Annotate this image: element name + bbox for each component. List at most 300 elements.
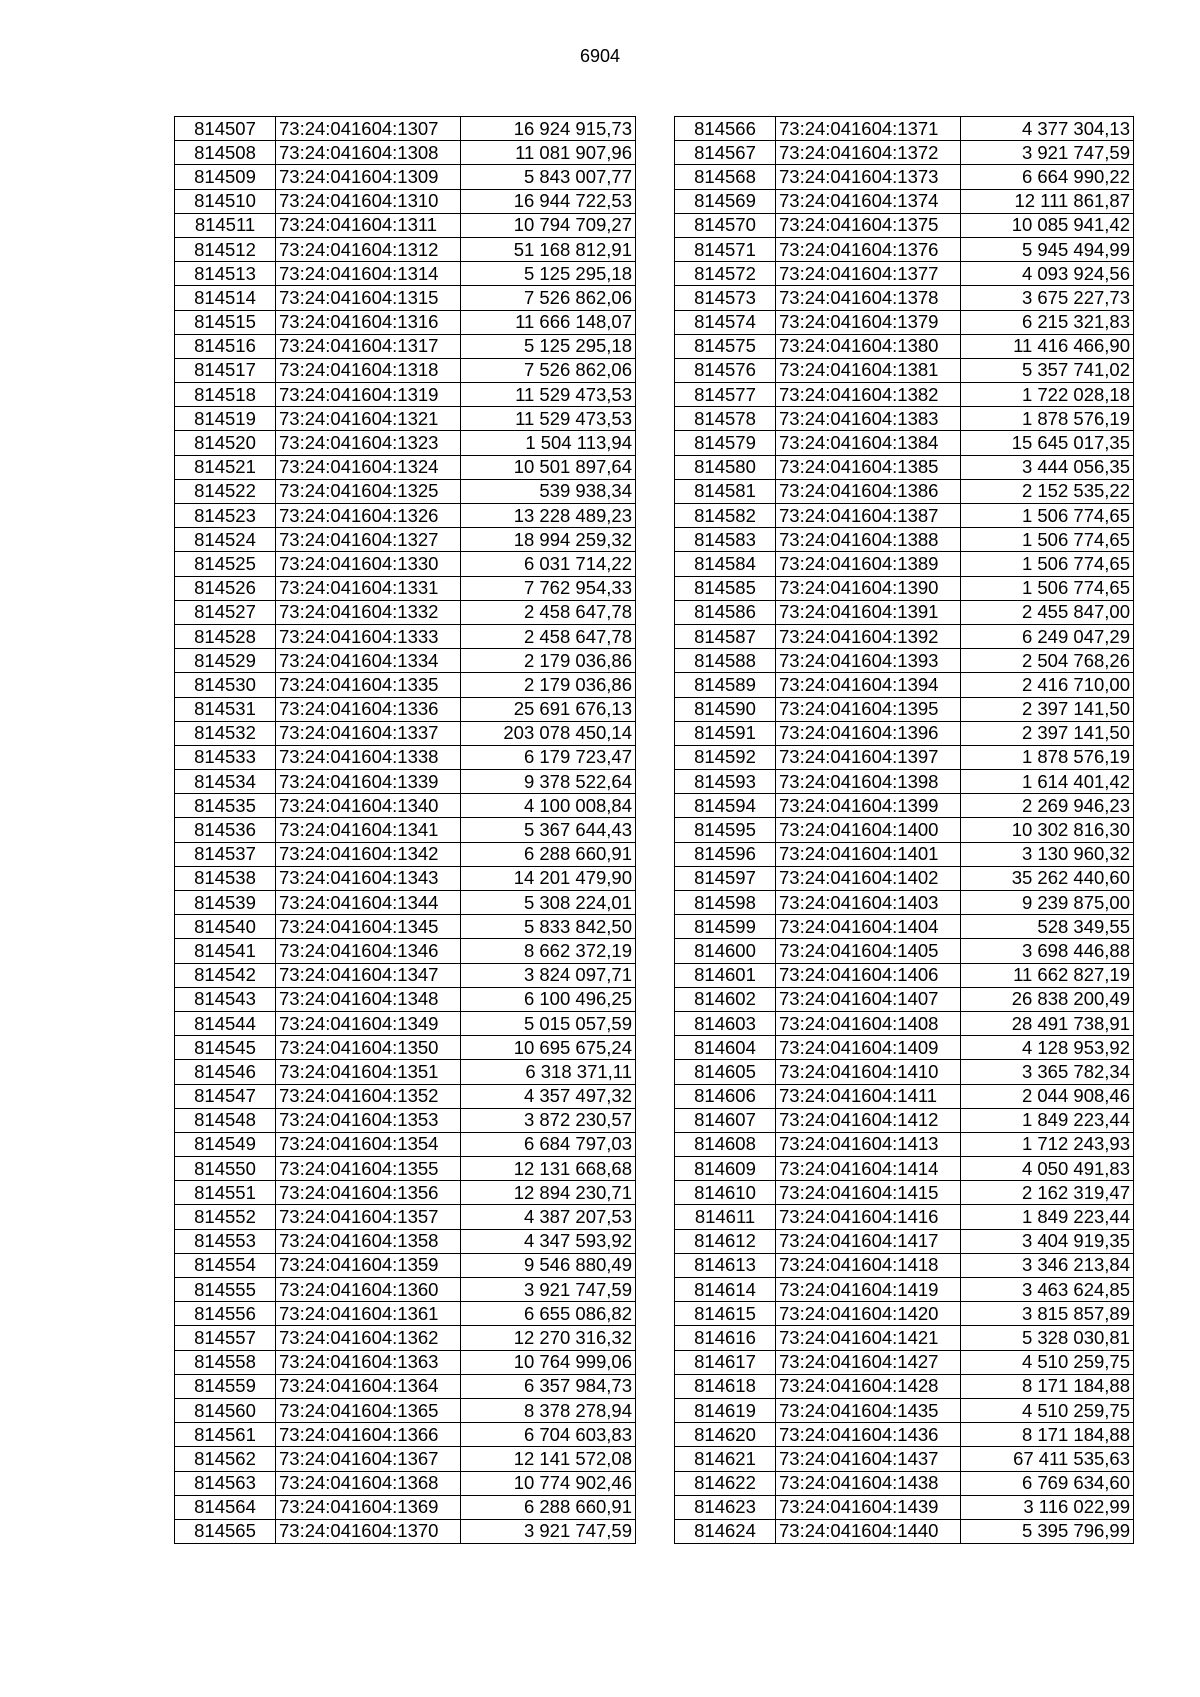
table-row xyxy=(175,552,636,576)
value-cell: 3 698 446,88 xyxy=(961,939,1134,963)
table-row xyxy=(175,1374,636,1398)
cadastral-number-cell: 73:24:041604:1385 xyxy=(776,455,961,479)
value-cell: 4 510 259,75 xyxy=(961,1350,1134,1374)
value-cell: 6 031 714,22 xyxy=(461,552,636,576)
parcel-id-cell: 814558 xyxy=(175,1350,276,1374)
table-row xyxy=(675,1205,1134,1229)
cadastral-number-cell: 73:24:041604:1383 xyxy=(776,407,961,431)
parcel-id-cell: 814532 xyxy=(175,721,276,745)
value-cell: 6 215 321,83 xyxy=(961,310,1134,334)
value-cell: 9 378 522,64 xyxy=(461,770,636,794)
parcel-id-cell: 814584 xyxy=(675,552,776,576)
value-cell: 2 397 141,50 xyxy=(961,697,1134,721)
table-row xyxy=(175,310,636,334)
value-cell: 6 288 660,91 xyxy=(461,1495,636,1519)
parcel-id-cell: 814620 xyxy=(675,1423,776,1447)
table-row xyxy=(675,334,1134,358)
cadastral-number-cell: 73:24:041604:1346 xyxy=(276,939,461,963)
parcel-id-cell: 814556 xyxy=(175,1302,276,1326)
table-row xyxy=(175,1495,636,1519)
table-row xyxy=(675,600,1134,624)
cadastral-number-cell: 73:24:041604:1393 xyxy=(776,649,961,673)
cadastral-number-cell: 73:24:041604:1382 xyxy=(776,383,961,407)
parcel-id-cell: 814516 xyxy=(175,334,276,358)
value-cell: 2 458 647,78 xyxy=(461,624,636,648)
parcel-id-cell: 814511 xyxy=(175,213,276,237)
table-row xyxy=(675,1495,1134,1519)
value-cell: 5 125 295,18 xyxy=(461,262,636,286)
table-row xyxy=(675,794,1134,818)
parcel-id-cell: 814524 xyxy=(175,528,276,552)
table-row xyxy=(175,1060,636,1084)
parcel-id-cell: 814560 xyxy=(175,1398,276,1422)
parcel-id-cell: 814575 xyxy=(675,334,776,358)
table-row xyxy=(175,1447,636,1471)
table-row xyxy=(675,745,1134,769)
table-row xyxy=(175,673,636,697)
table-row xyxy=(675,479,1134,503)
table-row xyxy=(175,1350,636,1374)
value-cell: 5 125 295,18 xyxy=(461,334,636,358)
parcel-id-cell: 814521 xyxy=(175,455,276,479)
value-cell: 6 664 990,22 xyxy=(961,165,1134,189)
parcel-id-cell: 814608 xyxy=(675,1132,776,1156)
value-cell: 5 328 030,81 xyxy=(961,1326,1134,1350)
table-row xyxy=(675,1229,1134,1253)
value-cell: 6 704 603,83 xyxy=(461,1423,636,1447)
cadastral-number-cell: 73:24:041604:1361 xyxy=(276,1302,461,1326)
cadastral-number-cell: 73:24:041604:1354 xyxy=(276,1132,461,1156)
table-row xyxy=(175,1302,636,1326)
table-row xyxy=(175,649,636,673)
value-cell: 1 722 028,18 xyxy=(961,383,1134,407)
cadastral-number-cell: 73:24:041604:1372 xyxy=(776,141,961,165)
parcel-id-cell: 814586 xyxy=(675,600,776,624)
value-cell: 2 179 036,86 xyxy=(461,649,636,673)
cadastral-number-cell: 73:24:041604:1358 xyxy=(276,1229,461,1253)
table-row xyxy=(175,1036,636,1060)
table-row xyxy=(175,1181,636,1205)
cadastral-number-cell: 73:24:041604:1370 xyxy=(276,1519,461,1543)
parcel-id-cell: 814583 xyxy=(675,528,776,552)
table-row xyxy=(675,504,1134,528)
cadastral-number-cell: 73:24:041604:1342 xyxy=(276,842,461,866)
page-number: 6904 xyxy=(579,46,621,66)
value-cell: 28 491 738,91 xyxy=(961,1011,1134,1035)
parcel-id-cell: 814614 xyxy=(675,1278,776,1302)
parcel-id-cell: 814513 xyxy=(175,262,276,286)
table-row xyxy=(175,697,636,721)
parcel-id-cell: 814551 xyxy=(175,1181,276,1205)
value-cell: 3 130 960,32 xyxy=(961,842,1134,866)
cadastral-number-cell: 73:24:041604:1397 xyxy=(776,745,961,769)
value-cell: 13 228 489,23 xyxy=(461,504,636,528)
table-row xyxy=(675,891,1134,915)
value-cell: 5 843 007,77 xyxy=(461,165,636,189)
table-row xyxy=(675,818,1134,842)
table-row xyxy=(675,237,1134,261)
table-row xyxy=(675,1060,1134,1084)
parcel-id-cell: 814549 xyxy=(175,1132,276,1156)
cadastral-number-cell: 73:24:041604:1308 xyxy=(276,141,461,165)
cadastral-number-cell: 73:24:041604:1405 xyxy=(776,939,961,963)
cadastral-number-cell: 73:24:041604:1307 xyxy=(276,117,461,141)
table-row xyxy=(675,189,1134,213)
cadastral-number-cell: 73:24:041604:1325 xyxy=(276,479,461,503)
value-cell: 539 938,34 xyxy=(461,479,636,503)
table-row xyxy=(175,141,636,165)
cadastral-number-cell: 73:24:041604:1388 xyxy=(776,528,961,552)
table-row xyxy=(675,1181,1134,1205)
cadastral-number-cell: 73:24:041604:1440 xyxy=(776,1519,961,1543)
value-cell: 9 546 880,49 xyxy=(461,1253,636,1277)
cadastral-number-cell: 73:24:041604:1438 xyxy=(776,1471,961,1495)
table-row xyxy=(175,237,636,261)
value-cell: 8 378 278,94 xyxy=(461,1398,636,1422)
parcel-id-cell: 814572 xyxy=(675,262,776,286)
table-row xyxy=(175,600,636,624)
right-table-body xyxy=(675,117,1134,1544)
value-cell: 4 357 497,32 xyxy=(461,1084,636,1108)
value-cell: 10 085 941,42 xyxy=(961,213,1134,237)
parcel-id-cell: 814567 xyxy=(675,141,776,165)
table-row xyxy=(675,649,1134,673)
cadastral-number-cell: 73:24:041604:1392 xyxy=(776,624,961,648)
cadastral-number-cell: 73:24:041604:1335 xyxy=(276,673,461,697)
cadastral-number-cell: 73:24:041604:1341 xyxy=(276,818,461,842)
table-row xyxy=(675,1108,1134,1132)
table-row xyxy=(175,770,636,794)
cadastral-number-cell: 73:24:041604:1371 xyxy=(776,117,961,141)
value-cell: 26 838 200,49 xyxy=(961,987,1134,1011)
table-row xyxy=(175,1253,636,1277)
value-cell: 8 171 184,88 xyxy=(961,1423,1134,1447)
value-cell: 3 116 022,99 xyxy=(961,1495,1134,1519)
table-row xyxy=(675,1278,1134,1302)
value-cell: 10 302 816,30 xyxy=(961,818,1134,842)
parcel-id-cell: 814512 xyxy=(175,237,276,261)
parcel-id-cell: 814542 xyxy=(175,963,276,987)
cadastral-number-cell: 73:24:041604:1356 xyxy=(276,1181,461,1205)
table-row xyxy=(675,1398,1134,1422)
parcel-id-cell: 814605 xyxy=(675,1060,776,1084)
value-cell: 18 994 259,32 xyxy=(461,528,636,552)
cadastral-number-cell: 73:24:041604:1373 xyxy=(776,165,961,189)
table-row xyxy=(675,358,1134,382)
parcel-id-cell: 814617 xyxy=(675,1350,776,1374)
parcel-id-cell: 814576 xyxy=(675,358,776,382)
value-cell: 10 774 902,46 xyxy=(461,1471,636,1495)
value-cell: 4 093 924,56 xyxy=(961,262,1134,286)
parcel-id-cell: 814577 xyxy=(675,383,776,407)
value-cell: 6 100 496,25 xyxy=(461,987,636,1011)
value-cell: 4 347 593,92 xyxy=(461,1229,636,1253)
parcel-id-cell: 814582 xyxy=(675,504,776,528)
cadastral-number-cell: 73:24:041604:1402 xyxy=(776,866,961,890)
parcel-id-cell: 814539 xyxy=(175,891,276,915)
table-row xyxy=(675,770,1134,794)
cadastral-number-cell: 73:24:041604:1403 xyxy=(776,891,961,915)
table-row xyxy=(675,576,1134,600)
value-cell: 25 691 676,13 xyxy=(461,697,636,721)
parcel-id-cell: 814624 xyxy=(675,1519,776,1543)
parcel-id-cell: 814573 xyxy=(675,286,776,310)
cadastral-number-cell: 73:24:041604:1312 xyxy=(276,237,461,261)
parcel-id-cell: 814585 xyxy=(675,576,776,600)
cadastral-number-cell: 73:24:041604:1323 xyxy=(276,431,461,455)
table-row xyxy=(175,1108,636,1132)
table-row xyxy=(175,479,636,503)
value-cell: 12 111 861,87 xyxy=(961,189,1134,213)
table-row xyxy=(675,1157,1134,1181)
table-row xyxy=(675,286,1134,310)
left-table-body xyxy=(175,117,636,1544)
table-row xyxy=(675,1326,1134,1350)
value-cell: 6 249 047,29 xyxy=(961,624,1134,648)
table-row xyxy=(675,1084,1134,1108)
parcel-id-cell: 814520 xyxy=(175,431,276,455)
parcel-id-cell: 814621 xyxy=(675,1447,776,1471)
table-row xyxy=(175,1519,636,1543)
value-cell: 3 921 747,59 xyxy=(961,141,1134,165)
parcel-id-cell: 814574 xyxy=(675,310,776,334)
value-cell: 6 288 660,91 xyxy=(461,842,636,866)
table-row xyxy=(175,262,636,286)
value-cell: 2 416 710,00 xyxy=(961,673,1134,697)
value-cell: 67 411 535,63 xyxy=(961,1447,1134,1471)
cadastral-number-cell: 73:24:041604:1437 xyxy=(776,1447,961,1471)
cadastral-number-cell: 73:24:041604:1339 xyxy=(276,770,461,794)
cadastral-number-cell: 73:24:041604:1363 xyxy=(276,1350,461,1374)
parcel-id-cell: 814538 xyxy=(175,866,276,890)
cadastral-number-cell: 73:24:041604:1314 xyxy=(276,262,461,286)
value-cell: 1 506 774,65 xyxy=(961,504,1134,528)
parcel-id-cell: 814522 xyxy=(175,479,276,503)
value-cell: 1 506 774,65 xyxy=(961,552,1134,576)
parcel-id-cell: 814592 xyxy=(675,745,776,769)
parcel-id-cell: 814587 xyxy=(675,624,776,648)
table-row xyxy=(175,1205,636,1229)
value-cell: 1 849 223,44 xyxy=(961,1108,1134,1132)
parcel-id-cell: 814565 xyxy=(175,1519,276,1543)
cadastral-number-cell: 73:24:041604:1367 xyxy=(276,1447,461,1471)
table-row xyxy=(675,165,1134,189)
left-data-table xyxy=(174,116,636,1544)
table-row xyxy=(675,842,1134,866)
value-cell: 12 131 668,68 xyxy=(461,1157,636,1181)
cadastral-number-cell: 73:24:041604:1439 xyxy=(776,1495,961,1519)
value-cell: 3 365 782,34 xyxy=(961,1060,1134,1084)
cadastral-number-cell: 73:24:041604:1355 xyxy=(276,1157,461,1181)
table-row xyxy=(175,576,636,600)
table-row xyxy=(675,915,1134,939)
value-cell: 3 824 097,71 xyxy=(461,963,636,987)
parcel-id-cell: 814613 xyxy=(675,1253,776,1277)
value-cell: 1 849 223,44 xyxy=(961,1205,1134,1229)
cadastral-number-cell: 73:24:041604:1378 xyxy=(776,286,961,310)
table-row xyxy=(675,528,1134,552)
value-cell: 4 387 207,53 xyxy=(461,1205,636,1229)
parcel-id-cell: 814594 xyxy=(675,794,776,818)
value-cell: 10 695 675,24 xyxy=(461,1036,636,1060)
value-cell: 11 081 907,96 xyxy=(461,141,636,165)
cadastral-number-cell: 73:24:041604:1387 xyxy=(776,504,961,528)
value-cell: 10 764 999,06 xyxy=(461,1350,636,1374)
value-cell: 5 308 224,01 xyxy=(461,891,636,915)
cadastral-number-cell: 73:24:041604:1321 xyxy=(276,407,461,431)
parcel-id-cell: 814612 xyxy=(675,1229,776,1253)
value-cell: 4 128 953,92 xyxy=(961,1036,1134,1060)
parcel-id-cell: 814529 xyxy=(175,649,276,673)
cadastral-number-cell: 73:24:041604:1409 xyxy=(776,1036,961,1060)
cadastral-number-cell: 73:24:041604:1400 xyxy=(776,818,961,842)
parcel-id-cell: 814528 xyxy=(175,624,276,648)
value-cell: 5 395 796,99 xyxy=(961,1519,1134,1543)
parcel-id-cell: 814552 xyxy=(175,1205,276,1229)
cadastral-number-cell: 73:24:041604:1344 xyxy=(276,891,461,915)
value-cell: 51 168 812,91 xyxy=(461,237,636,261)
table-row xyxy=(675,141,1134,165)
parcel-id-cell: 814616 xyxy=(675,1326,776,1350)
cadastral-number-cell: 73:24:041604:1414 xyxy=(776,1157,961,1181)
table-row xyxy=(175,1278,636,1302)
value-cell: 11 416 466,90 xyxy=(961,334,1134,358)
parcel-id-cell: 814580 xyxy=(675,455,776,479)
value-cell: 11 666 148,07 xyxy=(461,310,636,334)
value-cell: 2 504 768,26 xyxy=(961,649,1134,673)
parcel-id-cell: 814545 xyxy=(175,1036,276,1060)
value-cell: 12 270 316,32 xyxy=(461,1326,636,1350)
value-cell: 7 526 862,06 xyxy=(461,358,636,382)
table-row xyxy=(675,1350,1134,1374)
table-row xyxy=(175,334,636,358)
value-cell: 10 794 709,27 xyxy=(461,213,636,237)
parcel-id-cell: 814550 xyxy=(175,1157,276,1181)
parcel-id-cell: 814593 xyxy=(675,770,776,794)
table-row xyxy=(675,939,1134,963)
cadastral-number-cell: 73:24:041604:1326 xyxy=(276,504,461,528)
value-cell: 6 357 984,73 xyxy=(461,1374,636,1398)
parcel-id-cell: 814508 xyxy=(175,141,276,165)
parcel-id-cell: 814598 xyxy=(675,891,776,915)
cadastral-number-cell: 73:24:041604:1376 xyxy=(776,237,961,261)
parcel-id-cell: 814581 xyxy=(675,479,776,503)
table-row xyxy=(175,939,636,963)
value-cell: 5 357 741,02 xyxy=(961,358,1134,382)
parcel-id-cell: 814604 xyxy=(675,1036,776,1060)
parcel-id-cell: 814564 xyxy=(175,1495,276,1519)
parcel-id-cell: 814610 xyxy=(675,1181,776,1205)
table-row xyxy=(175,866,636,890)
cadastral-number-cell: 73:24:041604:1315 xyxy=(276,286,461,310)
cadastral-number-cell: 73:24:041604:1337 xyxy=(276,721,461,745)
cadastral-number-cell: 73:24:041604:1362 xyxy=(276,1326,461,1350)
cadastral-number-cell: 73:24:041604:1348 xyxy=(276,987,461,1011)
parcel-id-cell: 814571 xyxy=(675,237,776,261)
cadastral-number-cell: 73:24:041604:1369 xyxy=(276,1495,461,1519)
cadastral-number-cell: 73:24:041604:1413 xyxy=(776,1132,961,1156)
parcel-id-cell: 814548 xyxy=(175,1108,276,1132)
table-row xyxy=(175,745,636,769)
value-cell: 12 894 230,71 xyxy=(461,1181,636,1205)
parcel-id-cell: 814595 xyxy=(675,818,776,842)
parcel-id-cell: 814609 xyxy=(675,1157,776,1181)
table-row xyxy=(175,1326,636,1350)
parcel-id-cell: 814535 xyxy=(175,794,276,818)
cadastral-number-cell: 73:24:041604:1365 xyxy=(276,1398,461,1422)
cadastral-number-cell: 73:24:041604:1364 xyxy=(276,1374,461,1398)
cadastral-number-cell: 73:24:041604:1428 xyxy=(776,1374,961,1398)
cadastral-number-cell: 73:24:041604:1436 xyxy=(776,1423,961,1447)
value-cell: 1 506 774,65 xyxy=(961,528,1134,552)
value-cell: 8 171 184,88 xyxy=(961,1374,1134,1398)
cadastral-number-cell: 73:24:041604:1333 xyxy=(276,624,461,648)
table-row xyxy=(175,915,636,939)
value-cell: 3 444 056,35 xyxy=(961,455,1134,479)
cadastral-number-cell: 73:24:041604:1318 xyxy=(276,358,461,382)
value-cell: 7 526 862,06 xyxy=(461,286,636,310)
parcel-id-cell: 814563 xyxy=(175,1471,276,1495)
value-cell: 3 815 857,89 xyxy=(961,1302,1134,1326)
table-row xyxy=(175,624,636,648)
parcel-id-cell: 814525 xyxy=(175,552,276,576)
table-row xyxy=(675,552,1134,576)
table-row xyxy=(675,1132,1134,1156)
value-cell: 5 015 057,59 xyxy=(461,1011,636,1035)
cadastral-number-cell: 73:24:041604:1399 xyxy=(776,794,961,818)
parcel-id-cell: 814619 xyxy=(675,1398,776,1422)
table-row xyxy=(675,1253,1134,1277)
parcel-id-cell: 814607 xyxy=(675,1108,776,1132)
cadastral-number-cell: 73:24:041604:1427 xyxy=(776,1350,961,1374)
value-cell: 4 510 259,75 xyxy=(961,1398,1134,1422)
value-cell: 6 655 086,82 xyxy=(461,1302,636,1326)
table-row xyxy=(675,1447,1134,1471)
value-cell: 1 504 113,94 xyxy=(461,431,636,455)
table-row xyxy=(175,504,636,528)
cadastral-number-cell: 73:24:041604:1375 xyxy=(776,213,961,237)
parcel-id-cell: 814517 xyxy=(175,358,276,382)
table-row xyxy=(675,455,1134,479)
value-cell: 7 762 954,33 xyxy=(461,576,636,600)
value-cell: 1 878 576,19 xyxy=(961,407,1134,431)
cadastral-number-cell: 73:24:041604:1435 xyxy=(776,1398,961,1422)
table-row xyxy=(175,1132,636,1156)
cadastral-number-cell: 73:24:041604:1390 xyxy=(776,576,961,600)
cadastral-number-cell: 73:24:041604:1351 xyxy=(276,1060,461,1084)
cadastral-number-cell: 73:24:041604:1398 xyxy=(776,770,961,794)
table-row xyxy=(675,1374,1134,1398)
parcel-id-cell: 814518 xyxy=(175,383,276,407)
parcel-id-cell: 814611 xyxy=(675,1205,776,1229)
cadastral-number-cell: 73:24:041604:1309 xyxy=(276,165,461,189)
table-row xyxy=(175,1011,636,1035)
parcel-id-cell: 814540 xyxy=(175,915,276,939)
cadastral-number-cell: 73:24:041604:1324 xyxy=(276,455,461,479)
value-cell: 9 239 875,00 xyxy=(961,891,1134,915)
value-cell: 203 078 450,14 xyxy=(461,721,636,745)
value-cell: 15 645 017,35 xyxy=(961,431,1134,455)
parcel-id-cell: 814606 xyxy=(675,1084,776,1108)
parcel-id-cell: 814553 xyxy=(175,1229,276,1253)
value-cell: 2 152 535,22 xyxy=(961,479,1134,503)
value-cell: 11 662 827,19 xyxy=(961,963,1134,987)
value-cell: 5 945 494,99 xyxy=(961,237,1134,261)
parcel-id-cell: 814523 xyxy=(175,504,276,528)
table-row xyxy=(675,987,1134,1011)
parcel-id-cell: 814600 xyxy=(675,939,776,963)
cadastral-number-cell: 73:24:041604:1395 xyxy=(776,697,961,721)
